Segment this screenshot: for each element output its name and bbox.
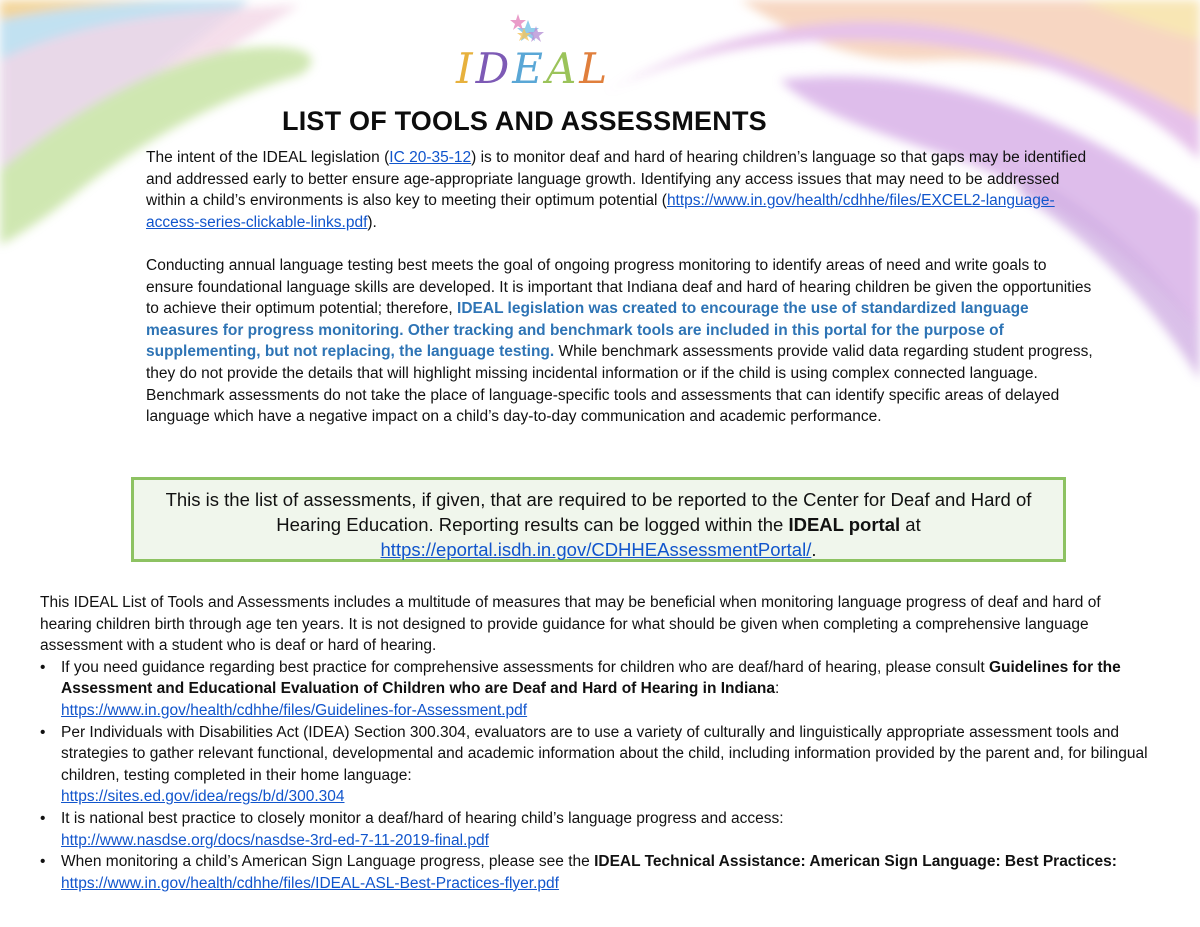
reporting-notice-box: This is the list of assessments, if given, that are required to be reported to the Center for Deaf and Hard of Hearing Education. Reporting results can be logged within the IDEAL portal at https://eportal.isdh.in.gov/CDHHEAssessmentPortal/. bbox=[131, 477, 1066, 562]
intro-paragraph-2: Conducting annual language testing best meets the goal of ongoing progress monitoring to identify areas of need and write goals to ensure foundational language skills are developed. It is important that Indiana deaf and hard of hearing children be given the opportunities to achieve their optimum potential; therefore, IDEAL legislation was created to encourage the use of standardized language measures for progress monitoring. Other tracking and benchmark tools are included in this portal for the purpose of supplementing, but not replacing, the language testing. While benchmark assessments provide valid data regarding student progress, they do not provide the details that will highlight missing incidental information or if the child is using complex connected language. Benchmark assessments do not take the place of language-specific tools and assessments that can identify specific areas of delayed language which have a negative impact on a child’s day-to-day communication and academic performance. bbox=[146, 256, 1093, 426]
bullet-icon: • bbox=[40, 809, 46, 827]
assessment-guidelines-link[interactable]: https://www.in.gov/health/cdhhe/files/Guidelines-for-Assessment.pdf bbox=[61, 701, 528, 719]
list-item: • Per Individuals with Disabilities Act (IDEA) Section 300.304, evaluators are to use a variety of culturally and linguistically appropriate assessment tools and strategies to gather relevant functional, developmental and academic information about the child, including information provided by the parent and, for bilingual children, testing completed in their home language: https://sites.ed.gov/idea/regs/b/d/300.304 bbox=[40, 723, 1148, 806]
language-access-link[interactable]: https://www.in.gov/health/cdhhe/files/EXCEL2-language-access-series-clickable-links.pdf bbox=[146, 192, 1055, 231]
bullet-icon: • bbox=[40, 723, 46, 741]
stars-icon bbox=[510, 14, 544, 42]
nasdse-link[interactable]: http://www.nasdse.org/docs/nasdse-3rd-ed-7-11-2019-final.pdf bbox=[61, 831, 489, 849]
lower-section bbox=[40, 592, 1155, 894]
lower-intro-paragraph: This IDEAL List of Tools and Assessments includes a multitude of measures that may be beneficial when monitoring language progress of deaf and hard of hearing children birth through age ten years. It is not designed to provide guidance for what should be given when completing a comprehensive language assessment with a student who is deaf or hard of hearing. bbox=[40, 594, 1101, 655]
bullet-icon: • bbox=[40, 853, 46, 871]
list-item: • When monitoring a child’s American Sign Language progress, please see the IDEAL Technical Assistance: American Sign Language: Best Practices: https://www.in.gov/health/cdhhe/files/IDEAL-ASL-Best-Practices-flyer.pdf bbox=[40, 853, 1117, 892]
bullet-icon: • bbox=[40, 658, 46, 676]
intro-section bbox=[146, 147, 1096, 428]
intro-paragraph-1: The intent of the IDEAL legislation (IC 20-35-12) is to monitor deaf and hard of hearing children’s language so that gaps may be identified and addressed early to better ensure age-appropriate language growth. Identifying any access issues that may need to be addressed within a child’s environments is also key to meeting their optimum potential (https://www.in.gov/health/cdhhe/files/EXCEL2-language-access-series-clickable-links.pdf). bbox=[146, 149, 1087, 231]
ic-link[interactable]: IC 20-35-12 bbox=[389, 149, 472, 166]
asl-best-practices-link[interactable]: https://www.in.gov/health/cdhhe/files/IDEAL-ASL-Best-Practices-flyer.pdf bbox=[61, 874, 559, 892]
legislation-highlight: IDEAL legislation was created to encourage the use of standardized language measures for progress monitoring. Other tracking and benchmark tools are included in this portal for the purpose of supplementing, but not replacing, the language testing. bbox=[146, 300, 1029, 361]
idea-regulations-link[interactable]: https://sites.ed.gov/idea/regs/b/d/300.304 bbox=[61, 788, 345, 806]
page-title: LIST OF TOOLS AND ASSESSMENTS bbox=[282, 106, 767, 136]
guidance-list bbox=[40, 657, 1155, 895]
assessment-portal-link[interactable]: https://eportal.isdh.in.gov/CDHHEAssessmentPortal/ bbox=[380, 539, 812, 560]
ideal-logo-text: IDEAL bbox=[456, 44, 611, 93]
list-item: • It is national best practice to closely monitor a deaf/hard of hearing child’s language progress and access: http://www.nasdse.org/docs/nasdse-3rd-ed-7-11-2019-final.pdf bbox=[40, 809, 784, 849]
ideal-portal-label: IDEAL portal bbox=[788, 514, 901, 535]
list-item: • If you need guidance regarding best practice for comprehensive assessments for children who are deaf/hard of hearing, please consult Guidelines for the Assessment and Educational Evaluation of Children who are Deaf and Hard of Hearing in Indiana: https://www.in.gov/health/cdhhe/files/Guidelines-for-Assessment.pdf bbox=[40, 658, 1121, 719]
